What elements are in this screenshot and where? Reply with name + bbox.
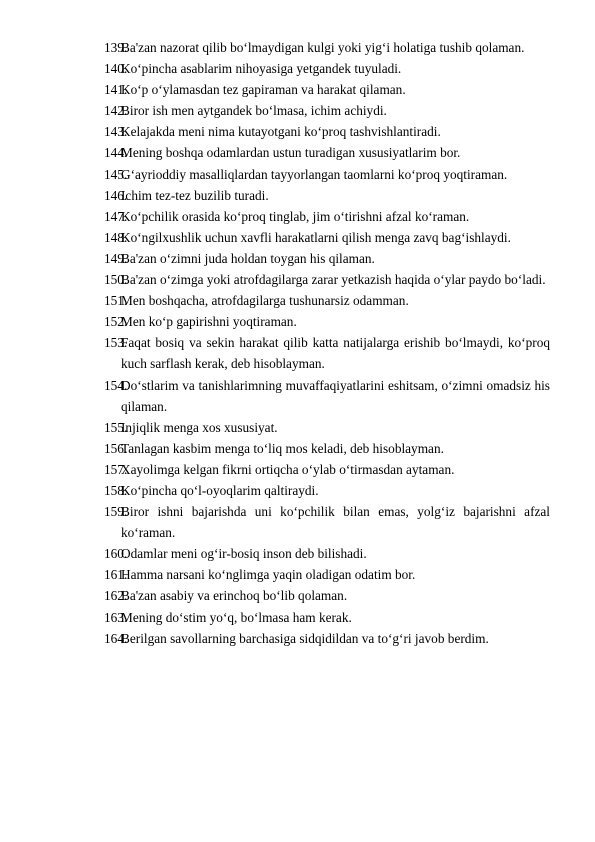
- question-text: Ba'zan o‘zimga yoki atrofdagilarga zarar yetkazish haqida o‘ylar paydo bo‘ladi.: [121, 272, 546, 288]
- question-item: [104, 58, 550, 79]
- question-item: [104, 79, 550, 100]
- question-text: Faqat bosiq va sekin harakat qilib katta natijalarga erishib bo‘lmaydi, ko‘proq kuch sarflash kerak, deb hisoblayman.: [121, 335, 550, 372]
- question-number: 156.: [104, 440, 128, 456]
- question-text: Men ko‘p gapirishni yoqtiraman.: [121, 314, 297, 330]
- question-item: [104, 417, 550, 438]
- question-item: [104, 100, 550, 121]
- question-number: 152.: [104, 314, 128, 330]
- question-list: [104, 37, 550, 649]
- question-item: [104, 628, 550, 649]
- question-number: 162.: [104, 588, 128, 604]
- question-number: 151.: [104, 293, 128, 309]
- question-text: Men boshqacha, atrofdagilarga tushunarsiz odamman.: [121, 293, 409, 309]
- question-item: [104, 37, 550, 58]
- question-text: Mening boshqa odamlardan ustun turadigan xususiyatlarim bor.: [121, 145, 461, 161]
- question-text: Berilgan savollarning barchasiga sidqidildan va to‘g‘ri javob berdim.: [121, 630, 489, 646]
- question-item: [104, 459, 550, 480]
- question-item: [104, 607, 550, 628]
- question-text: Ko‘pincha asablarim nihoyasiga yetgandek tuyuladi.: [121, 61, 402, 77]
- question-item: [104, 248, 550, 269]
- question-item: [104, 585, 550, 606]
- question-item: [104, 269, 550, 290]
- question-text: Mening do‘stim yo‘q, bo‘lmasa ham kerak.: [121, 609, 352, 625]
- question-number: 149.: [104, 250, 128, 266]
- question-number: 164.: [104, 630, 128, 646]
- question-item: [104, 121, 550, 142]
- question-text: Tanlagan kasbim menga to‘liq mos keladi, deb hisoblayman.: [121, 440, 444, 456]
- question-number: 145.: [104, 166, 128, 182]
- question-number: 160.: [104, 546, 128, 562]
- question-text: Ba'zan asabiy va erinchoq bo‘lib qolaman.: [121, 588, 348, 604]
- question-text: Ko‘ngilxushlik uchun xavfli harakatlarni qilish menga zavq bag‘ishlaydi.: [121, 229, 511, 245]
- question-number: 161.: [104, 567, 128, 583]
- question-item: [104, 332, 550, 374]
- question-number: 146.: [104, 187, 128, 203]
- question-text: Do‘stlarim va tanishlarimning muvaffaqiyatlarini eshitsam, o‘zimni omadsiz his qilaman.: [121, 377, 550, 414]
- question-text: Odamlar meni og‘ir-bosiq inson deb bilishadi.: [121, 546, 367, 562]
- question-number: 150.: [104, 272, 128, 288]
- question-item: [104, 480, 550, 501]
- question-number: 155.: [104, 419, 128, 435]
- question-text: Ba'zan nazorat qilib bo‘lmaydigan kulgi yoki yig‘i holatiga tushib qolaman.: [121, 40, 525, 55]
- question-item: [104, 290, 550, 311]
- question-text: Biror ish men aytgandek bo‘lmasa, ichim achiydi.: [121, 103, 387, 119]
- question-number: 141.: [104, 82, 128, 98]
- question-number: 157.: [104, 461, 128, 477]
- question-text: Ko‘p o‘ylamasdan tez gapiraman va harakat qilaman.: [121, 82, 406, 98]
- question-number: 140.: [104, 61, 128, 77]
- question-number: 139.: [104, 40, 128, 55]
- question-item: [104, 206, 550, 227]
- question-number: 148.: [104, 229, 128, 245]
- question-number: 154.: [104, 377, 128, 393]
- question-item: [104, 501, 550, 543]
- question-text: Injiqlik menga xos xususiyat.: [121, 419, 278, 435]
- question-text: Kelajakda meni nima kutayotgani ko‘proq tashvishlantiradi.: [121, 124, 441, 140]
- question-item: [104, 142, 550, 163]
- question-text: Hamma narsani ko‘nglimga yaqin oladigan odatim bor.: [121, 567, 416, 583]
- question-number: 163.: [104, 609, 128, 625]
- question-item: [104, 227, 550, 248]
- question-number: 143.: [104, 124, 128, 140]
- question-item: [104, 564, 550, 585]
- question-number: 159.: [104, 504, 128, 520]
- question-item: [104, 311, 550, 332]
- question-number: 153.: [104, 335, 128, 351]
- question-item: [104, 543, 550, 564]
- question-number: 142.: [104, 103, 128, 119]
- question-number: 158.: [104, 482, 128, 498]
- question-number: 144.: [104, 145, 128, 161]
- question-item: [104, 375, 550, 417]
- question-item: [104, 164, 550, 185]
- question-item: [104, 438, 550, 459]
- question-text: Ba'zan o‘zimni juda holdan toygan his qilaman.: [121, 250, 375, 266]
- question-text: Ko‘pchilik orasida ko‘proq tinglab, jim o‘tirishni afzal ko‘raman.: [121, 208, 470, 224]
- question-item: [104, 185, 550, 206]
- question-text: Xayolimga kelgan fikrni ortiqcha o‘ylab o‘tirmasdan aytaman.: [121, 461, 455, 477]
- question-text: Ko‘pincha qo‘l-oyoqlarim qaltiraydi.: [121, 482, 319, 498]
- question-text: G‘ayrioddiy masalliqlardan tayyorlangan taomlarni ko‘proq yoqtiraman.: [121, 166, 508, 182]
- question-text: Biror ishni bajarishda uni ko‘pchilik bilan emas, yolg‘iz bajarishni afzal ko‘raman.: [121, 504, 550, 541]
- question-number: 147.: [104, 208, 128, 224]
- question-text: Ichim tez-tez buzilib turadi.: [121, 187, 269, 203]
